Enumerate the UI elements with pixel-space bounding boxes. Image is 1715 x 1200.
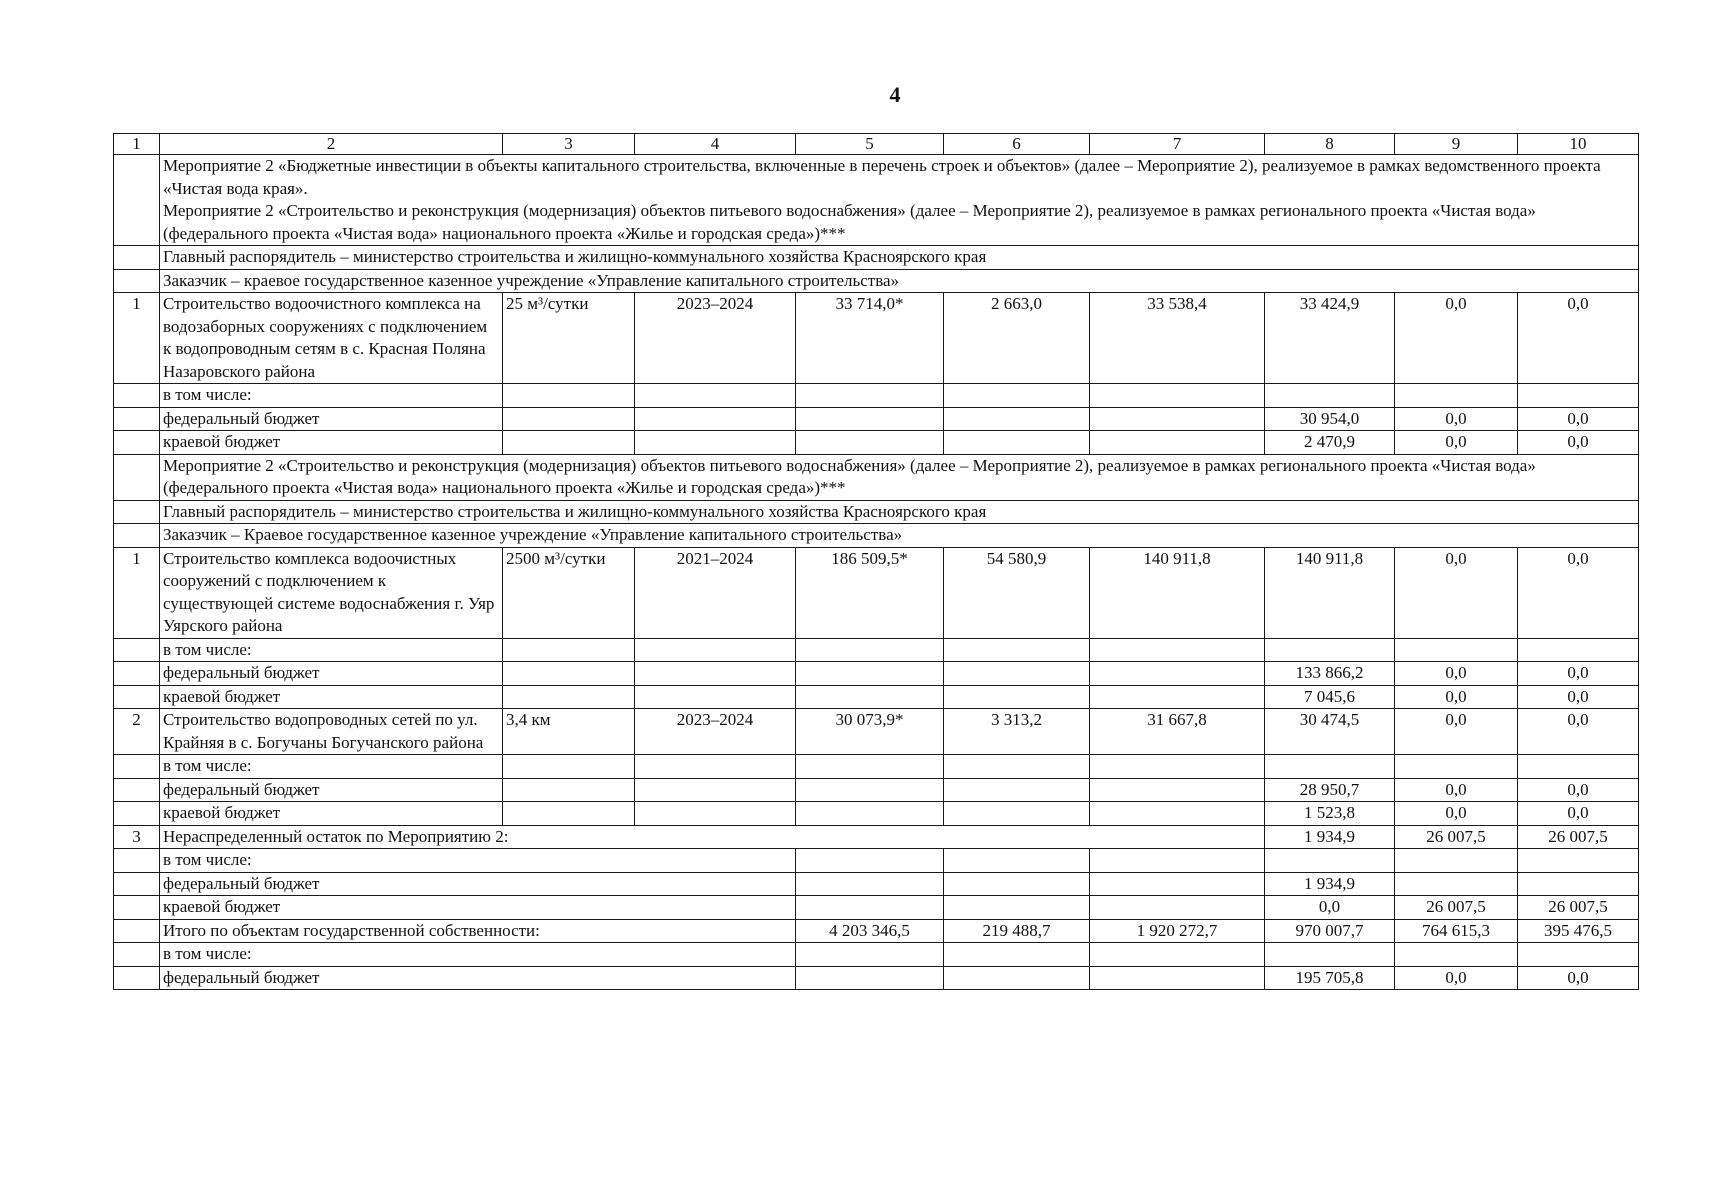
- value-c8: 33 424,9: [1265, 293, 1395, 384]
- object-row: [114, 293, 1639, 384]
- value-c9: 26 007,5: [1395, 825, 1518, 849]
- capacity: 3,4 км: [503, 709, 635, 755]
- manager-text: Главный распорядитель – министерство строительства и жилищно-коммунального хозяйства Красноярского края: [160, 500, 1639, 524]
- value-c9: 0,0: [1395, 802, 1518, 826]
- value-c8: 0,0: [1265, 896, 1395, 920]
- budget-label: краевой бюджет: [160, 431, 503, 455]
- value-c9: 0,0: [1395, 778, 1518, 802]
- col-number: 6: [944, 134, 1090, 155]
- value-c8: 1 934,9: [1265, 825, 1395, 849]
- object-name: Строительство комплекса водоочистных сооружений с подключением к существующей системе водоснабжения г. Уяр Уярского района: [160, 547, 503, 638]
- budget-label: федеральный бюджет: [160, 872, 796, 896]
- value-c5: 33 714,0*: [796, 293, 944, 384]
- period: 2023–2024: [635, 293, 796, 384]
- including-label: в том числе:: [160, 755, 503, 779]
- object-name: Строительство водоочистного комплекса на водозаборных сооружениях с подключением к водопроводным сетям в с. Красная Поляна Назаровского района: [160, 293, 503, 384]
- col-number: 5: [796, 134, 944, 155]
- capacity: 2500 м³/сутки: [503, 547, 635, 638]
- value-c8: 2 470,9: [1265, 431, 1395, 455]
- value-c10: 0,0: [1518, 778, 1639, 802]
- budget-label: федеральный бюджет: [160, 778, 503, 802]
- regional-budget-row: [114, 685, 1639, 709]
- value-c10: 0,0: [1518, 966, 1639, 990]
- value-c6: 54 580,9: [944, 547, 1090, 638]
- including-row: [114, 943, 1639, 967]
- budget-label: федеральный бюджет: [160, 407, 503, 431]
- including-label: в том числе:: [160, 849, 796, 873]
- row-number: 2: [114, 709, 160, 755]
- section-title-row: [114, 155, 1639, 246]
- value-c10: 0,0: [1518, 547, 1639, 638]
- federal-budget-row: [114, 966, 1639, 990]
- including-label: в том числе:: [160, 638, 503, 662]
- value-c10: 26 007,5: [1518, 825, 1639, 849]
- value-c7: 1 920 272,7: [1090, 919, 1265, 943]
- section-title: Мероприятие 2 «Строительство и реконструкция (модернизация) объектов питьевого водоснабжения» (далее – Мероприятие 2), реализуемое в рамках регионального проекта «Чистая вода» (федерального проекта «Чистая вода» национального проекта «Жилье и городская среда»)***: [160, 454, 1639, 500]
- row-number: 1: [114, 293, 160, 384]
- page-number: 4: [889, 82, 901, 107]
- customer-text: Заказчик – Краевое государственное казенное учреждение «Управление капитального строительства»: [160, 524, 1639, 548]
- federal-budget-row: [114, 778, 1639, 802]
- col-number: 10: [1518, 134, 1639, 155]
- manager-row: [114, 246, 1639, 270]
- value-c8: 28 950,7: [1265, 778, 1395, 802]
- value-c8: 30 954,0: [1265, 407, 1395, 431]
- object-name: Строительство водопроводных сетей по ул. Крайняя в с. Богучаны Богучанского района: [160, 709, 503, 755]
- including-label: в том числе:: [160, 943, 796, 967]
- section-title-row: [114, 454, 1639, 500]
- value-c10: 26 007,5: [1518, 896, 1639, 920]
- value-c6: 3 313,2: [944, 709, 1090, 755]
- value-c8: 140 911,8: [1265, 547, 1395, 638]
- value-c9: 0,0: [1395, 685, 1518, 709]
- federal-budget-row: [114, 407, 1639, 431]
- value-c5: 186 509,5*: [796, 547, 944, 638]
- value-c7: 33 538,4: [1090, 293, 1265, 384]
- customer-text: Заказчик – краевое государственное казенное учреждение «Управление капитального строительства»: [160, 269, 1639, 293]
- customer-row: [114, 524, 1639, 548]
- value-c10: 0,0: [1518, 407, 1639, 431]
- value-c9: 0,0: [1395, 662, 1518, 686]
- budget-label: федеральный бюджет: [160, 662, 503, 686]
- value-c10: 0,0: [1518, 662, 1639, 686]
- value-c8: 30 474,5: [1265, 709, 1395, 755]
- value-c8: 970 007,7: [1265, 919, 1395, 943]
- including-row: [114, 638, 1639, 662]
- object-row: [114, 709, 1639, 755]
- federal-budget-row: [114, 872, 1639, 896]
- unallocated-row: [114, 825, 1639, 849]
- budget-label: краевой бюджет: [160, 802, 503, 826]
- object-row: [114, 547, 1639, 638]
- value-c9: 26 007,5: [1395, 896, 1518, 920]
- section-title: Мероприятие 2 «Бюджетные инвестиции в объекты капитального строительства, включенные в перечень строек и объектов» (далее – Мероприятие 2), реализуемое в рамках ведомственного проекта «Чистая вода края».: [163, 156, 1601, 198]
- budget-label: краевой бюджет: [160, 896, 796, 920]
- total-row: [114, 919, 1639, 943]
- federal-budget-row: [114, 662, 1639, 686]
- section-title: Мероприятие 2 «Строительство и реконструкция (модернизация) объектов питьевого водоснабжения» (далее – Мероприятие 2), реализуемое в рамках регионального проекта «Чистая вода» (федерального проекта «Чистая вода» национального проекта «Жилье и городская среда»)***: [163, 201, 1536, 243]
- value-c10: 0,0: [1518, 685, 1639, 709]
- row-number: 1: [114, 547, 160, 638]
- total-label: Итого по объектам государственной собственности:: [160, 919, 796, 943]
- value-c8: 7 045,6: [1265, 685, 1395, 709]
- manager-text: Главный распорядитель – министерство строительства и жилищно-коммунального хозяйства Красноярского края: [160, 246, 1639, 270]
- value-c9: 0,0: [1395, 293, 1518, 384]
- value-c8: 1 523,8: [1265, 802, 1395, 826]
- value-c6: 219 488,7: [944, 919, 1090, 943]
- value-c9: 0,0: [1395, 709, 1518, 755]
- value-c10: 0,0: [1518, 293, 1639, 384]
- including-row: [114, 755, 1639, 779]
- budget-label: краевой бюджет: [160, 685, 503, 709]
- regional-budget-row: [114, 431, 1639, 455]
- value-c10: 395 476,5: [1518, 919, 1639, 943]
- value-c10: 0,0: [1518, 802, 1639, 826]
- period: 2023–2024: [635, 709, 796, 755]
- col-number: 9: [1395, 134, 1518, 155]
- value-c9: 0,0: [1395, 407, 1518, 431]
- col-number: 3: [503, 134, 635, 155]
- period: 2021–2024: [635, 547, 796, 638]
- value-c9: 0,0: [1395, 547, 1518, 638]
- customer-row: [114, 269, 1639, 293]
- value-c9: 0,0: [1395, 431, 1518, 455]
- row-number: 3: [114, 825, 160, 849]
- value-c7: 140 911,8: [1090, 547, 1265, 638]
- unallocated-label: Нераспределенный остаток по Мероприятию 2:: [160, 825, 1265, 849]
- including-row: [114, 849, 1639, 873]
- value-c10: 0,0: [1518, 709, 1639, 755]
- col-number: 2: [160, 134, 503, 155]
- value-c6: 2 663,0: [944, 293, 1090, 384]
- regional-budget-row: [114, 802, 1639, 826]
- col-number: 7: [1090, 134, 1265, 155]
- value-c5: 4 203 346,5: [796, 919, 944, 943]
- column-number-row: [114, 134, 1639, 155]
- value-c8: 195 705,8: [1265, 966, 1395, 990]
- value-c9: 764 615,3: [1395, 919, 1518, 943]
- value-c10: 0,0: [1518, 431, 1639, 455]
- value-c9: 0,0: [1395, 966, 1518, 990]
- including-row: [114, 384, 1639, 408]
- col-number: 1: [114, 134, 160, 155]
- col-number: 8: [1265, 134, 1395, 155]
- value-c5: 30 073,9*: [796, 709, 944, 755]
- regional-budget-row: [114, 896, 1639, 920]
- capacity: 25 м³/сутки: [503, 293, 635, 384]
- col-number: 4: [635, 134, 796, 155]
- including-label: в том числе:: [160, 384, 503, 408]
- manager-row: [114, 500, 1639, 524]
- value-c8: 1 934,9: [1265, 872, 1395, 896]
- value-c7: 31 667,8: [1090, 709, 1265, 755]
- budget-label: федеральный бюджет: [160, 966, 796, 990]
- investment-table: [113, 133, 1639, 990]
- value-c8: 133 866,2: [1265, 662, 1395, 686]
